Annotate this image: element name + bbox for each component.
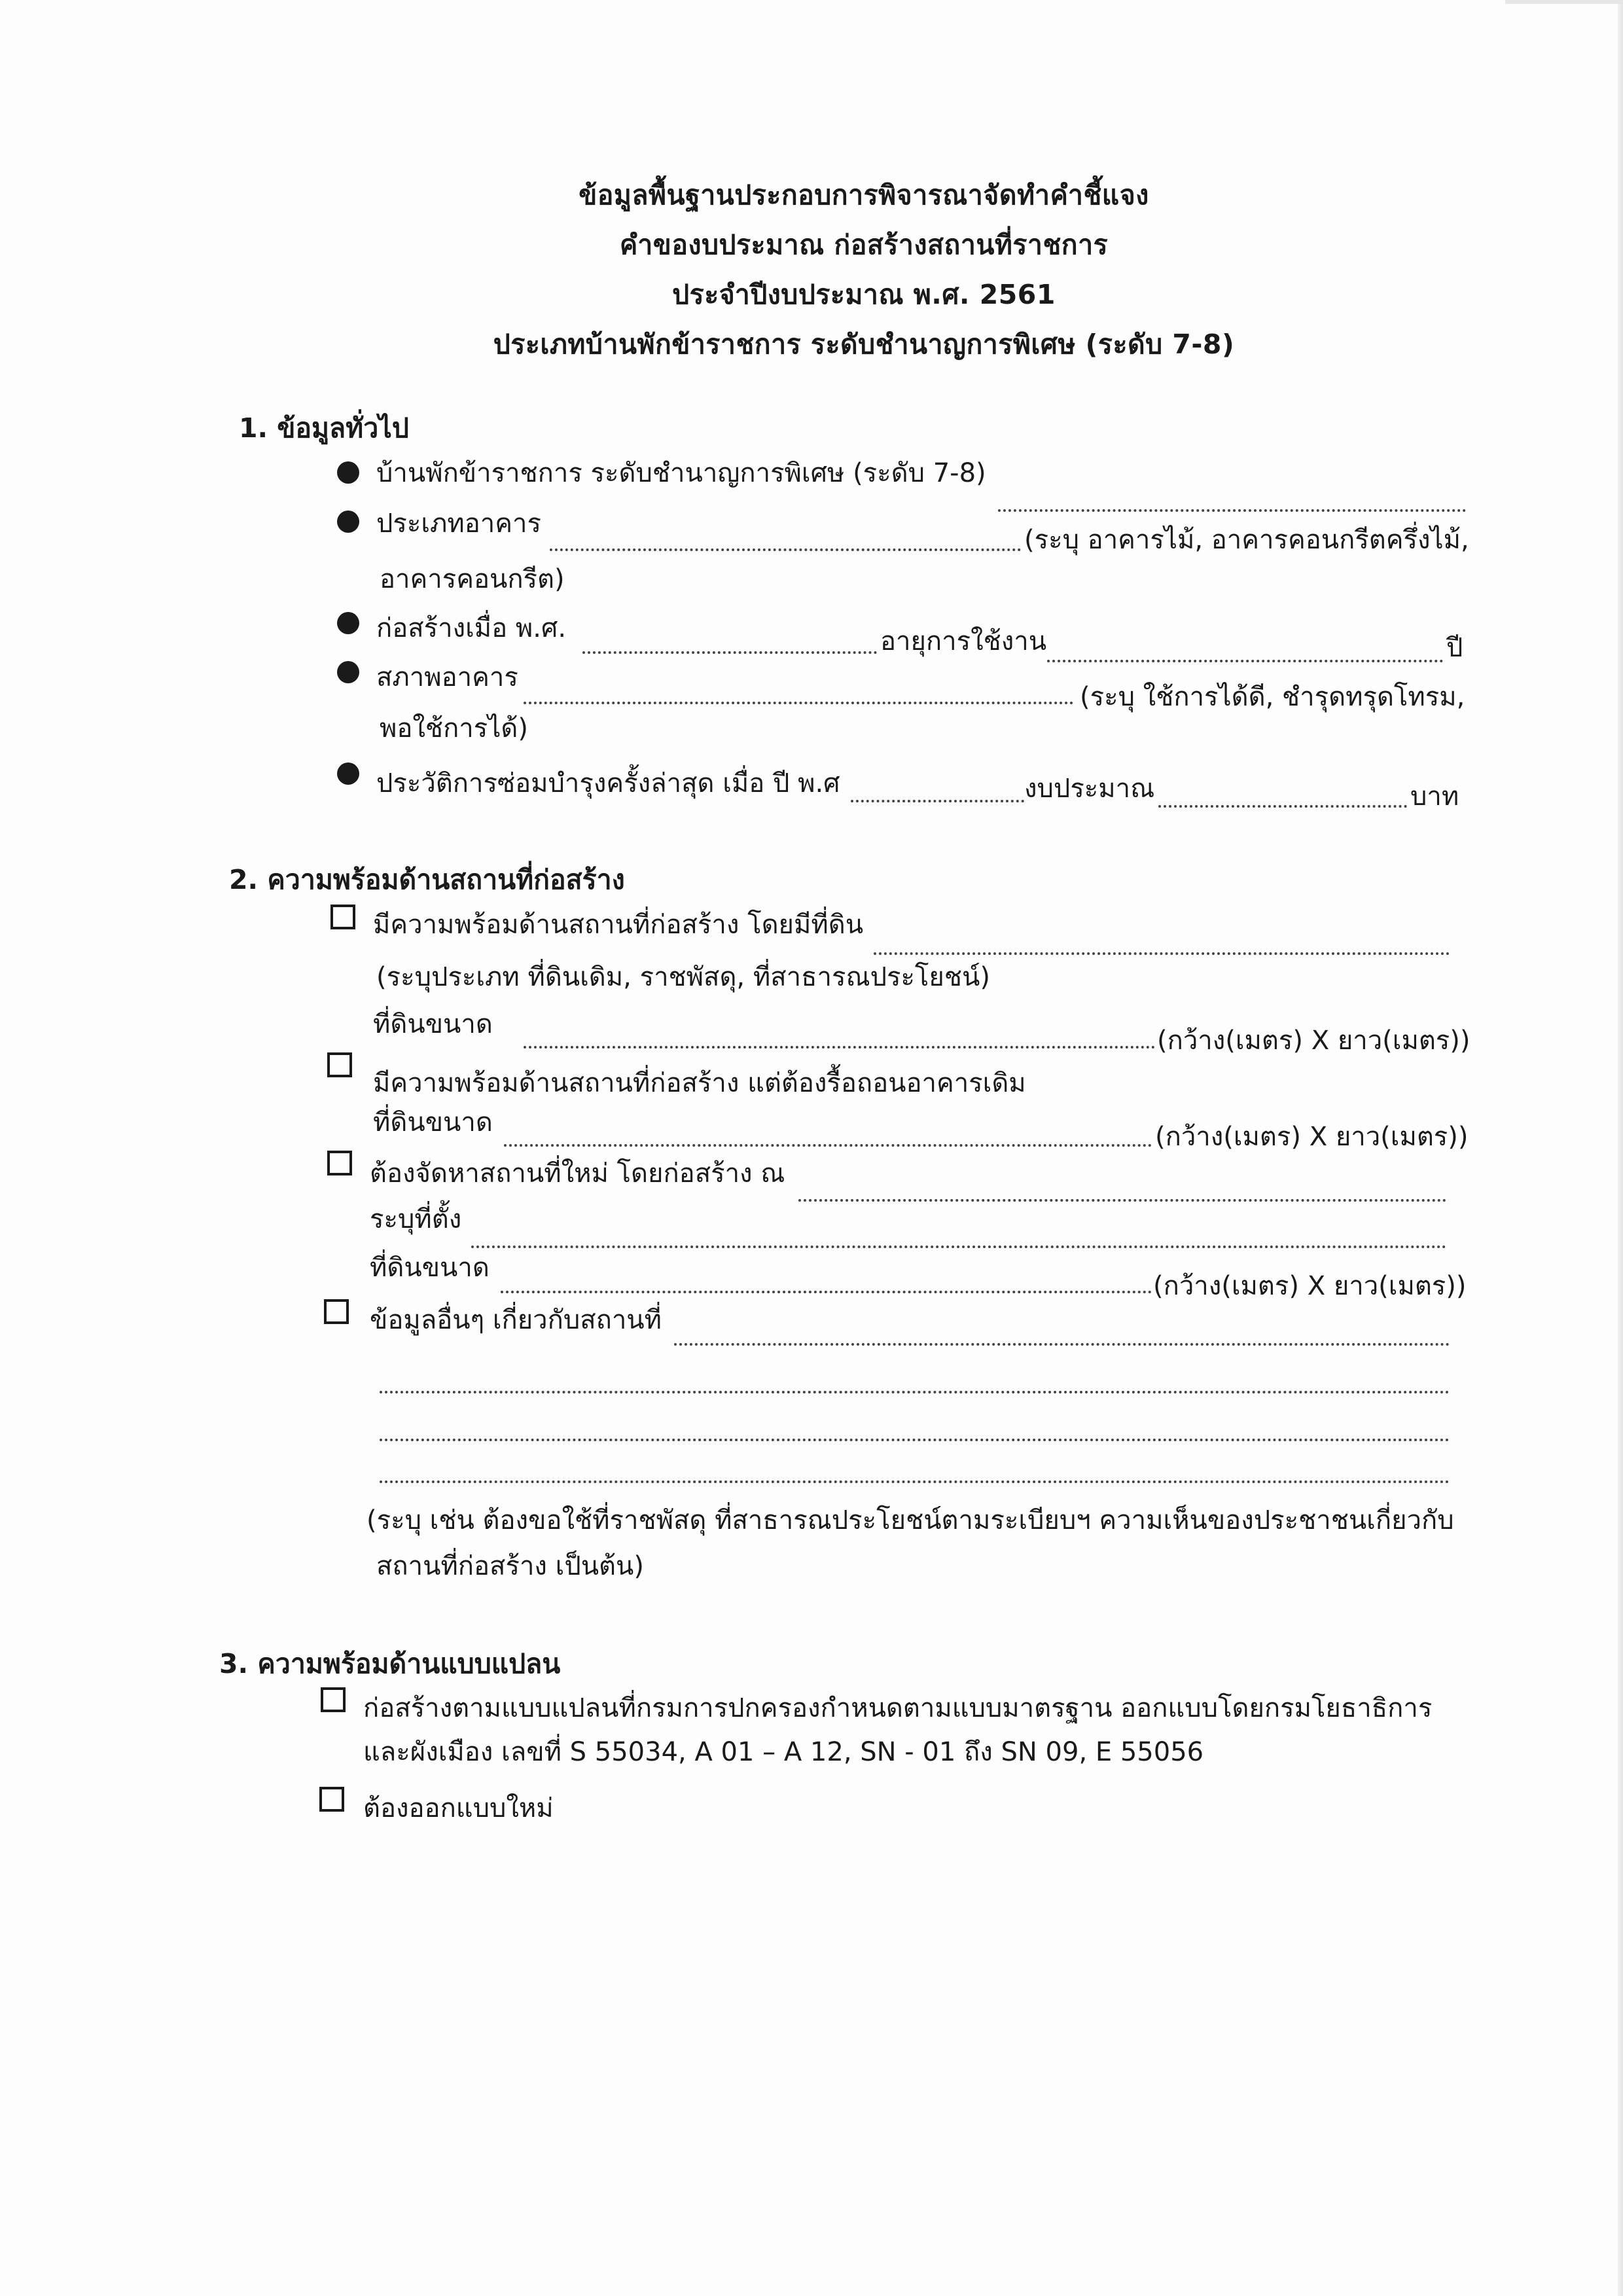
building-type-hint: (ระบุ อาคารไม้, อาคารคอนกรีตครึ่งไม้, xyxy=(1024,525,1469,555)
general-item-house-type: บ้านพักข้าราชการ ระดับชำนาญการพิเศษ (ระดับ 7-8) xyxy=(376,458,986,488)
land-size-fill-line-3[interactable] xyxy=(501,1291,1152,1293)
built-year-label: ก่อสร้างเมื่อ พ.ศ. xyxy=(376,613,567,643)
year-unit-label: ปี xyxy=(1446,633,1463,663)
bullet-icon xyxy=(337,612,359,634)
other-site-info-fill-line-4[interactable] xyxy=(380,1480,1450,1483)
land-available-fill-line[interactable] xyxy=(874,952,1450,955)
building-condition-label: สภาพอาคาร xyxy=(376,662,518,692)
bullet-icon xyxy=(337,661,359,683)
new-site-checkbox[interactable] xyxy=(327,1151,352,1175)
land-size-unit: (กว้าง(เมตร) X ยาว(เมตร)) xyxy=(1157,1026,1471,1056)
usage-age-label: อายุการใช้งาน xyxy=(880,626,1047,656)
section-1-heading: 1. ข้อมูลทั่วไป xyxy=(239,412,409,444)
bullet-icon xyxy=(337,511,359,533)
new-site-fill-line[interactable] xyxy=(798,1199,1446,1202)
new-design-checkbox[interactable] xyxy=(319,1787,344,1812)
fill-line xyxy=(998,509,1466,512)
repair-history-label: ประวัติการซ่อมบำรุงครั้งล่าสุด เมื่อ ปี พ.ศ xyxy=(376,768,840,798)
other-site-info-fill-line-2[interactable] xyxy=(380,1391,1450,1393)
other-site-info-label: ข้อมูลอื่นๆ เกี่ยวกับสถานที่ xyxy=(370,1305,662,1335)
land-size-label-2: ที่ดินขนาด xyxy=(373,1107,493,1138)
land-size-unit-2: (กว้าง(เมตร) X ยาว(เมตร)) xyxy=(1155,1122,1469,1152)
other-site-info-checkbox[interactable] xyxy=(324,1299,349,1324)
new-design-label: ต้องออกแบบใหม่ xyxy=(363,1793,554,1823)
land-size-fill-line-2[interactable] xyxy=(504,1144,1152,1147)
budget-label: งบประมาณ xyxy=(1024,774,1155,804)
demolish-existing-label: มีความพร้อมด้านสถานที่ก่อสร้าง แต่ต้องรื้อถอนอาคารเดิม xyxy=(373,1068,1026,1098)
document-title xyxy=(0,170,1623,369)
built-year-fill-line[interactable] xyxy=(582,651,877,654)
building-condition-hint: (ระบุ ใช้การได้ดี, ชำรุดทรุดโทรม, xyxy=(1080,682,1465,712)
budget-fill-line[interactable] xyxy=(1158,805,1407,808)
scan-top-shadow xyxy=(1505,0,1623,4)
usage-age-fill-line[interactable] xyxy=(1047,660,1443,662)
demolish-existing-checkbox[interactable] xyxy=(327,1052,352,1077)
land-size-label: ที่ดินขนาด xyxy=(373,1009,493,1039)
other-site-info-note: (ระบุ เช่น ต้องขอใช้ที่ราชพัสดุ ที่สาธารณประโยชน์ตามระเบียบฯ ความเห็นของประชาชนเกี่ยวกับ xyxy=(366,1505,1454,1535)
location-fill-line[interactable] xyxy=(471,1246,1446,1248)
standard-plan-label-cont: และผังเมือง เลขที่ S 55034, A 01 – A 12, SN - 01 ถึง SN 09, E 55056 xyxy=(363,1737,1204,1767)
other-site-info-fill-line-3[interactable] xyxy=(380,1439,1450,1441)
title-line-2: คำของบประมาณ ก่อสร้างสถานที่ราชการ xyxy=(619,229,1109,260)
other-site-info-fill-line[interactable] xyxy=(674,1343,1450,1346)
title-line-4: ประเภทบ้านพักข้าราชการ ระดับชำนาญการพิเศษ (ระดับ 7-8) xyxy=(493,329,1235,360)
location-label: ระบุที่ตั้ง xyxy=(370,1204,462,1234)
building-type-label: ประเภทอาคาร xyxy=(376,509,541,539)
land-type-note: (ระบุประเภท ที่ดินเดิม, ราชพัสดุ, ที่สาธารณประโยชน์) xyxy=(376,962,990,992)
building-type-fill-line[interactable] xyxy=(550,548,1021,551)
bullet-icon xyxy=(337,762,359,785)
building-condition-fill-line[interactable] xyxy=(524,702,1073,704)
section-3-heading: 3. ความพร้อมด้านแบบแปลน xyxy=(219,1648,561,1679)
repair-year-fill-line[interactable] xyxy=(851,800,1024,802)
land-available-checkbox[interactable] xyxy=(330,905,355,929)
land-available-label: มีความพร้อมด้านสถานที่ก่อสร้าง โดยมีที่ดิน xyxy=(373,910,864,940)
standard-plan-checkbox[interactable] xyxy=(321,1687,346,1712)
land-size-fill-line[interactable] xyxy=(524,1046,1155,1049)
new-site-label: ต้องจัดหาสถานที่ใหม่ โดยก่อสร้าง ณ xyxy=(370,1158,785,1189)
land-size-label-3: ที่ดินขนาด xyxy=(370,1253,490,1283)
land-size-unit-3: (กว้าง(เมตร) X ยาว(เมตร)) xyxy=(1153,1271,1467,1301)
standard-plan-label: ก่อสร้างตามแบบแปลนที่กรมการปกครองกำหนดตามแบบมาตรฐาน ออกแบบโดยกรมโยธาธิการ xyxy=(363,1693,1433,1723)
title-line-1: ข้อมูลพื้นฐานประกอบการพิจารณาจัดทำคำชี้แจง xyxy=(579,179,1149,211)
baht-unit-label: บาท xyxy=(1410,781,1459,812)
building-type-hint-cont: อาคารคอนกรีต) xyxy=(380,564,565,594)
section-2-heading: 2. ความพร้อมด้านสถานที่ก่อสร้าง xyxy=(229,864,625,895)
building-condition-hint-cont: พอใช้การได้) xyxy=(380,713,528,744)
bullet-icon xyxy=(337,461,359,484)
other-site-info-note-cont: สถานที่ก่อสร้าง เป็นต้น) xyxy=(376,1551,644,1581)
title-line-3: ประจำปีงบประมาณ พ.ศ. 2561 xyxy=(672,279,1056,310)
